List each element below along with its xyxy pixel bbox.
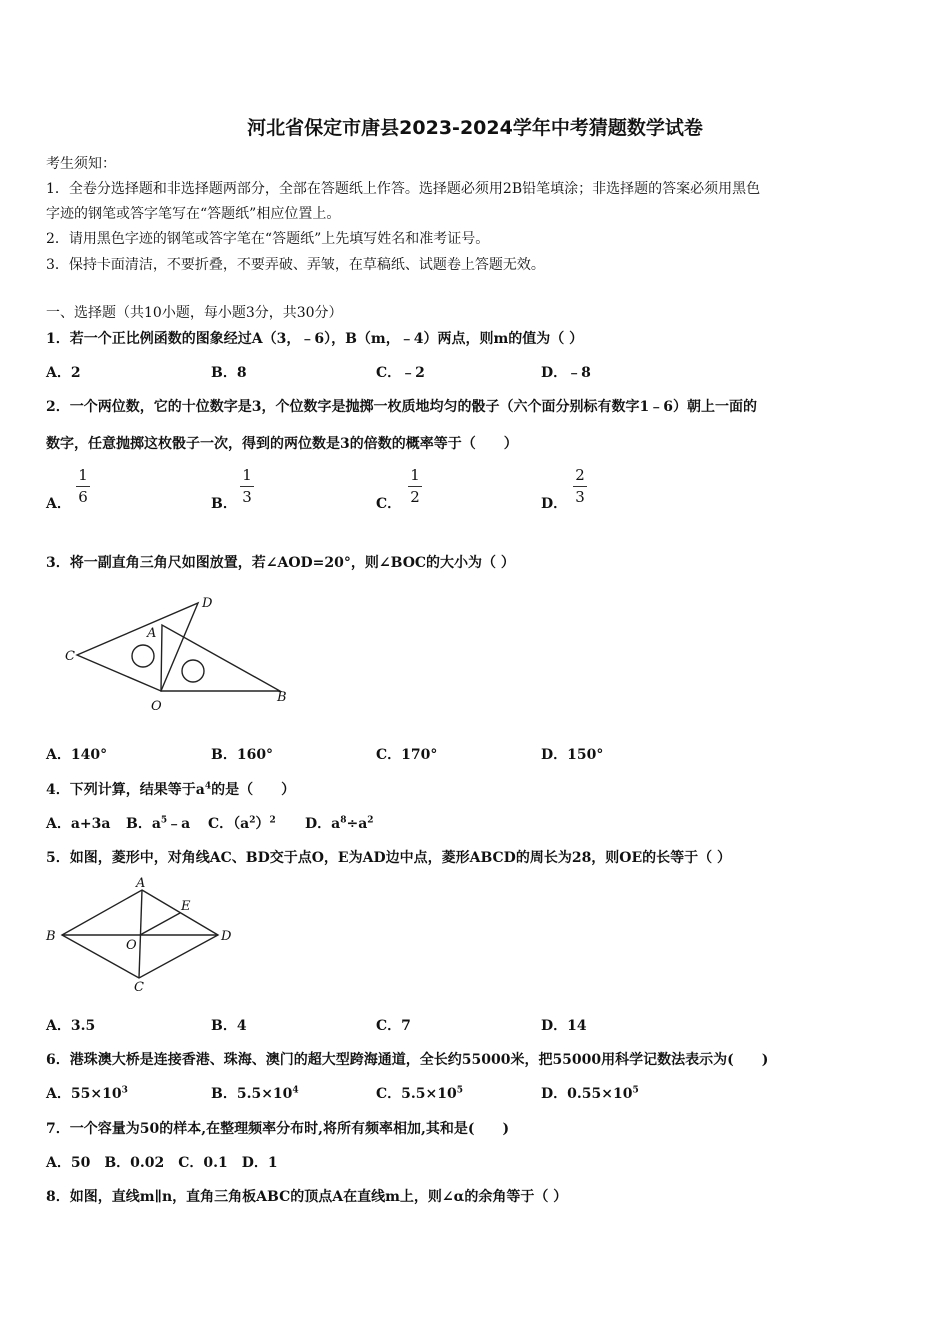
q1-option-a: A．2: [46, 365, 81, 381]
label-c: C: [134, 980, 144, 994]
q4-stem: [46, 779, 295, 799]
q4-stem-post: 的是（ ）: [211, 782, 296, 798]
triangle-circle-left: [132, 645, 154, 667]
notice-heading: 考生须知：: [46, 156, 116, 172]
q5-option-a: A．3.5: [46, 1018, 96, 1034]
q2-fraction-c: [408, 467, 422, 506]
label-a: A: [147, 626, 157, 641]
q5-option-c: C．7: [376, 1018, 411, 1034]
q3-figure-triangles: [55, 588, 305, 718]
q1-stem: 1．若一个正比例函数的图象经过A（3，﹣6），B（m，﹣4）两点，则m的值为（ ）: [46, 331, 584, 347]
q4-option-c: [208, 813, 276, 833]
denominator: 3: [575, 488, 585, 506]
q4-c-exponent: 2: [249, 815, 256, 826]
q4-stem-exponent: 4: [204, 781, 212, 792]
triangle-circle-right: [182, 660, 204, 682]
notice-line-1: 1．全卷分选择题和非选择题两部分，全部在答题纸上作答。选择题必须用2B铅笔填涂；非选择题的答案必须用黑色: [46, 181, 761, 197]
q6-b-pre: B．5.5×10: [211, 1086, 293, 1102]
label-o: O: [151, 699, 162, 714]
q6-d-exponent: 5: [632, 1085, 639, 1096]
q5-option-b: B．4: [211, 1018, 247, 1034]
q6-a-exponent: 3: [121, 1085, 128, 1096]
q2-fraction-b: [240, 467, 254, 506]
q2-fraction-d: [573, 467, 587, 506]
q3-option-b: B．160°: [211, 747, 274, 763]
numerator: 2: [573, 467, 587, 487]
q6-option-d: [541, 1083, 639, 1103]
q4-b-exponent: 5: [160, 815, 168, 826]
q8-stem: 8．如图，直线m∥n，直角三角板ABC的顶点A在直线m上，则∠α的余角等于（ ）: [46, 1189, 568, 1205]
denominator: 6: [78, 488, 88, 506]
q4-d-exponent: 8: [340, 815, 347, 826]
q3-option-c: C．170°: [376, 747, 438, 763]
notice-line-2: 2．请用黑色字迹的钢笔或答字笔在“答题纸”上先填写姓名和准考证号。: [46, 231, 490, 247]
q4-c-post: ）: [255, 816, 270, 832]
q2-option-d: D．: [541, 496, 568, 512]
q2-stem-line-2: 数字，任意抛掷这枚骰子一次，得到的两位数是3的倍数的概率等于（ ）: [46, 436, 518, 452]
q2-fraction-a: [76, 467, 90, 506]
q4-option-d: [305, 813, 374, 833]
section-heading: 一、选择题（共10小题，每小题3分，共30分）: [46, 305, 343, 321]
q6-stem: 6．港珠澳大桥是连接香港、珠海、澳门的超大型跨海通道，全长约55000米，把55000用科学记数法表示为( ): [46, 1052, 769, 1068]
q4-b-post: ﹣a: [167, 816, 191, 832]
q4-c-exponent-2: 2: [269, 815, 276, 826]
q6-c-exponent: 5: [456, 1085, 463, 1096]
q4-option-a: A．a+3a: [46, 816, 111, 832]
q2-stem-line-1: 2．一个两位数，它的十位数字是3，个位数字是抛掷一枚质地均匀的骰子（六个面分别标有数字1﹣6）朝上一面的: [46, 399, 757, 415]
notice-line-1b: 字迹的钢笔或答字笔写在“答题纸”相应位置上。: [46, 206, 341, 222]
q6-a-pre: A．55×10: [46, 1086, 122, 1102]
numerator: 1: [76, 467, 90, 487]
q7-stem: 7．一个容量为50的样本,在整理频率分布时,将所有频率相加,其和是( ): [46, 1121, 510, 1137]
label-d: D: [221, 929, 232, 944]
numerator: 1: [408, 467, 422, 487]
triangle-boa: [161, 625, 280, 691]
q1-option-c: C．﹣2: [376, 365, 425, 381]
q3-option-a: A．140°: [46, 747, 108, 763]
q4-stem-pre: 4．下列计算，结果等于a: [46, 782, 205, 798]
q7-options: A．50 B．0.02 C．0.1 D．1: [46, 1155, 278, 1171]
q6-d-pre: D．0.55×10: [541, 1086, 633, 1102]
q4-c-pre: C．（a: [208, 816, 250, 832]
q6-option-a: [46, 1083, 128, 1103]
q4-option-b: [126, 813, 190, 833]
segment-oe: [140, 913, 180, 935]
label-o: O: [126, 938, 137, 953]
q6-b-exponent: 4: [292, 1085, 299, 1096]
label-e: E: [181, 899, 191, 914]
q6-option-c: [376, 1083, 463, 1103]
q6-c-pre: C．5.5×10: [376, 1086, 457, 1102]
label-b: B: [277, 690, 287, 705]
label-a: A: [136, 876, 146, 891]
q5-option-d: D．14: [541, 1018, 587, 1034]
q6-option-b: [211, 1083, 299, 1103]
q2-option-c: C．: [376, 496, 402, 512]
label-b: B: [46, 929, 56, 944]
q4-d-pre: D．a: [305, 816, 341, 832]
label-c: C: [65, 649, 75, 664]
denominator: 3: [242, 488, 252, 506]
q2-option-a: A．: [46, 496, 71, 512]
numerator: 1: [240, 467, 254, 487]
q5-figure-rhombus: [40, 872, 250, 994]
notice-line-3: 3．保持卡面清洁，不要折叠，不要弄破、弄皱，在草稿纸、试题卷上答题无效。: [46, 257, 545, 273]
q1-option-d: D．﹣8: [541, 365, 591, 381]
q3-option-d: D．150°: [541, 747, 604, 763]
q2-option-b: B．: [211, 496, 237, 512]
q4-d-exponent-2: 2: [367, 815, 374, 826]
q4-b-pre: B．a: [126, 816, 161, 832]
q3-stem: 3．将一副直角三角尺如图放置，若∠AOD=20°，则∠BOC的大小为（ ）: [46, 555, 515, 571]
q5-stem: 5．如图，菱形中，对角线AC、BD交于点O，E为AD边中点，菱形ABCD的周长为28，则OE的长等于（ ）: [46, 850, 732, 866]
label-d: D: [202, 596, 213, 611]
denominator: 2: [410, 488, 420, 506]
page-title: 河北省保定市唐县2023-2024学年中考猜题数学试卷: [247, 117, 703, 139]
q1-option-b: B．8: [211, 365, 247, 381]
q4-d-mid: ÷a: [346, 816, 368, 832]
